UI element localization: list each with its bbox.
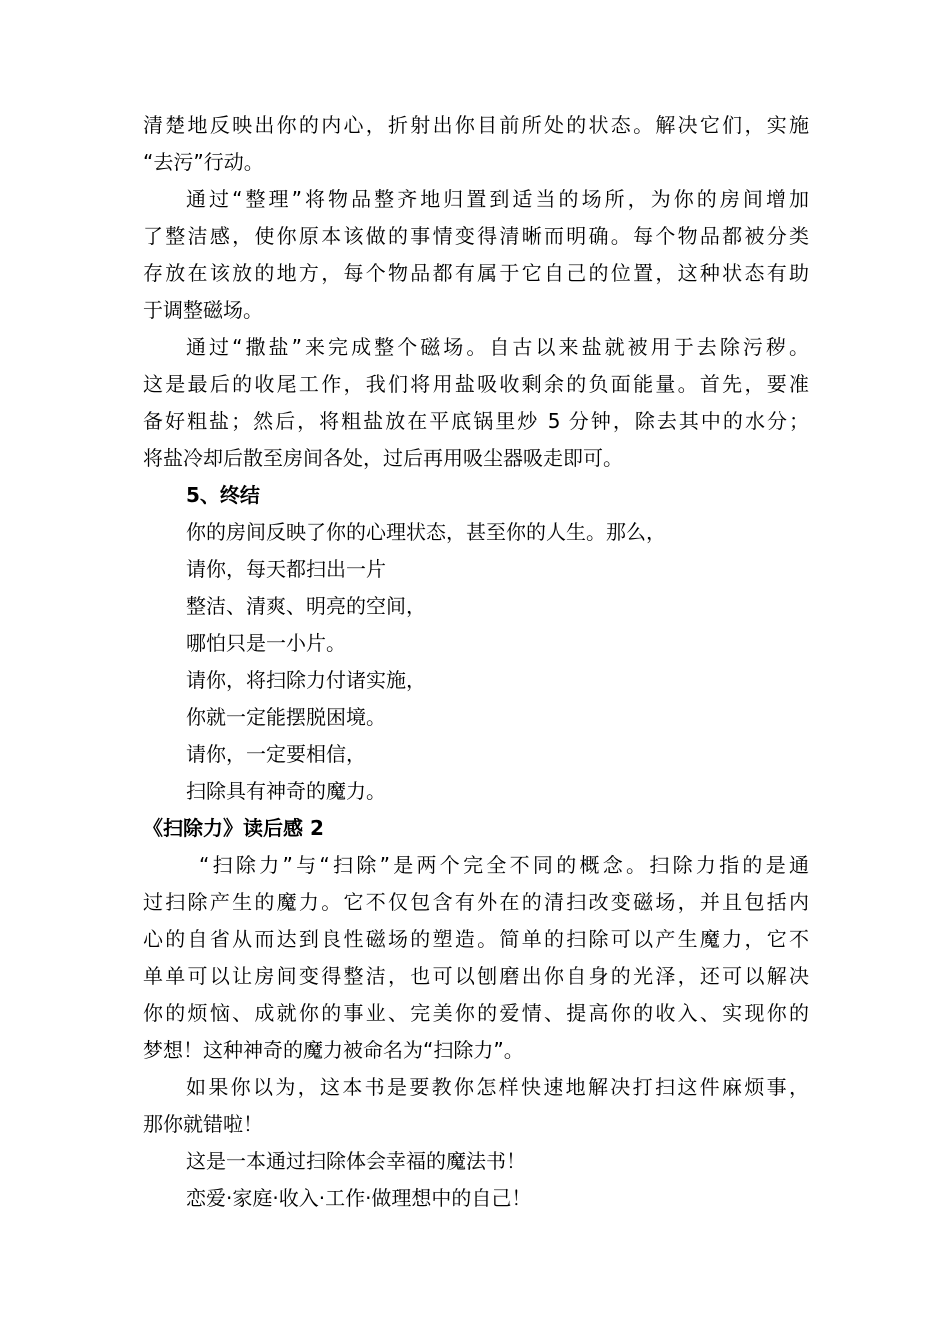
paragraph-line: 你的烦恼、成就你的事业、完美你的爱情、提高你的收入、实现你的 (143, 1001, 809, 1025)
paragraph-line: 这是最后的收尾工作，我们将用盐吸收剩余的负面能量。首先，要准 (143, 372, 809, 396)
poem-line: 请你，每天都扫出一片 (186, 557, 386, 581)
paragraph-line: 备好粗盐；然后，将粗盐放在平底锅里炒 5 分钟，除去其中的水分； (143, 409, 809, 433)
paragraph-line: 这是一本通过扫除体会幸福的魔法书！ (186, 1149, 526, 1173)
paragraph-line: 通过“撒盐”来完成整个磁场。自古以来盐就被用于去除污秽。 (186, 335, 809, 359)
paragraph-line: 清楚地反映出你的内心，折射出你目前所处的状态。解决它们，实施 (143, 113, 809, 137)
poem-line: 整洁、清爽、明亮的空间， (186, 594, 426, 618)
paragraph-line: 恋爱·家庭·收入·工作·做理想中的自己！ (186, 1186, 532, 1210)
paragraph-line: 如果你以为，这本书是要教你怎样快速地解决打扫这件麻烦事， (186, 1075, 809, 1099)
paragraph-line: 心的自省从而达到良性磁场的塑造。简单的扫除可以产生魔力，它不 (143, 927, 809, 951)
poem-line: 请你，一定要相信， (186, 742, 366, 766)
paragraph-line: 那你就错啦！ (143, 1112, 263, 1136)
document-body (143, 107, 809, 1217)
poem-line: 哪怕只是一小片。 (186, 631, 346, 655)
paragraph-line: 你的房间反映了你的心理状态，甚至你的人生。那么， (186, 520, 666, 544)
paragraph-line: 过扫除产生的魔力。它不仅包含有外在的清扫改变磁场，并且包括内 (143, 890, 809, 914)
section-heading: 5、终结 (186, 483, 260, 507)
paragraph-line: 通过“整理”将物品整齐地归置到适当的场所，为你的房间增加 (186, 187, 809, 211)
paragraph-line: 梦想！这种神奇的魔力被命名为“扫除力”。 (143, 1038, 524, 1062)
article-title: 《扫除力》读后感 2 (143, 816, 324, 840)
paragraph-line: 于调整磁场。 (143, 298, 263, 322)
poem-line: 你就一定能摆脱困境。 (186, 705, 386, 729)
poem-line: 请你，将扫除力付诸实施， (186, 668, 426, 692)
paragraph-line: 将盐冷却后散至房间各处，过后再用吸尘器吸走即可。 (143, 446, 623, 470)
paragraph-line: 存放在该放的地方，每个物品都有属于它自己的位置，这种状态有助 (143, 261, 809, 285)
paragraph-line: 单单可以让房间变得整洁，也可以刨磨出你自身的光泽，还可以解决 (143, 964, 809, 988)
paragraph-line: “扫除力”与“扫除”是两个完全不同的概念。扫除力指的是通 (199, 853, 809, 877)
poem-line: 扫除具有神奇的魔力。 (186, 779, 386, 803)
paragraph-line: 了整洁感，使你原本该做的事情变得清晰而明确。每个物品都被分类 (143, 224, 809, 248)
paragraph-line: “去污”行动。 (143, 150, 264, 174)
